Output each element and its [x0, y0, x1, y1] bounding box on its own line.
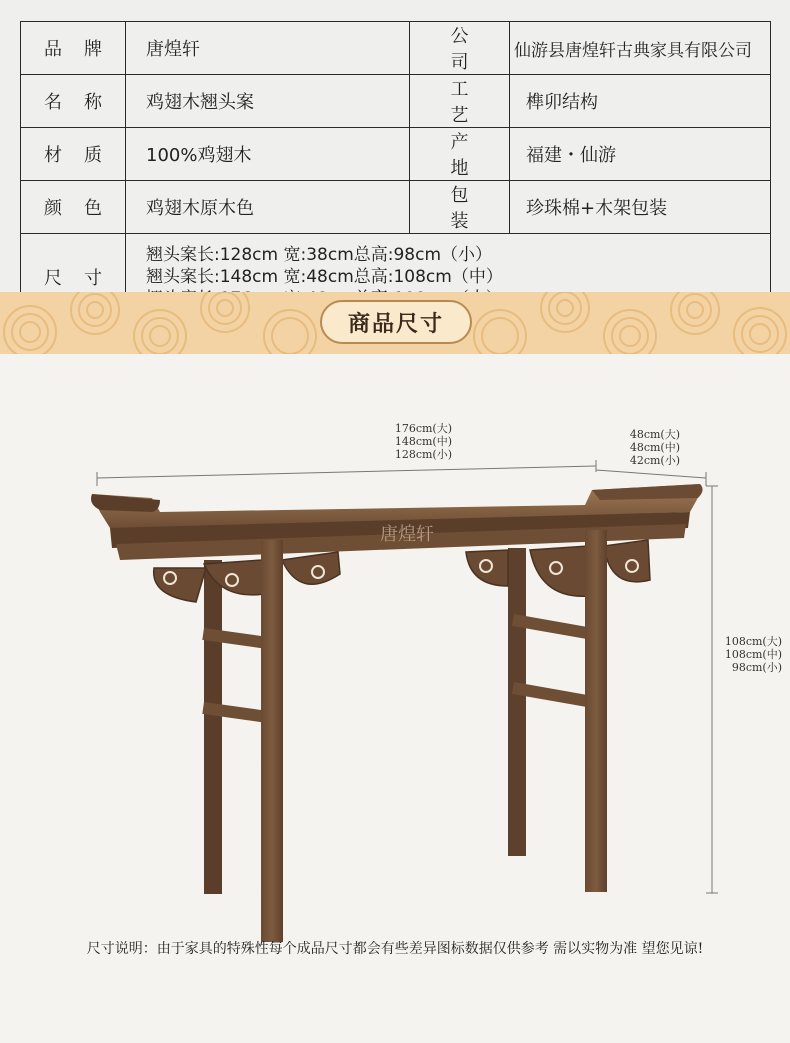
spec-key: 材质 — [21, 128, 126, 181]
spec-key: 包装 — [410, 181, 510, 234]
section-banner — [0, 292, 790, 354]
dim-label: 42cm(小) — [629, 454, 680, 467]
spec-key: 公司 — [410, 22, 510, 75]
spec-row — [21, 75, 771, 128]
spec-key: 品牌 — [21, 22, 126, 75]
dim-label: 48cm(中) — [629, 441, 680, 454]
spec-row — [21, 181, 771, 234]
spec-row — [21, 128, 771, 181]
spec-key: 尺寸 — [21, 234, 126, 320]
back-leg — [204, 560, 222, 894]
height-dimension — [700, 635, 782, 674]
spec-value: 珍珠棉+木架包装 — [510, 181, 771, 234]
spec-key: 名称 — [21, 75, 126, 128]
spec-value: 鸡翅木翘头案 — [126, 75, 410, 128]
spec-key: 颜色 — [21, 181, 126, 234]
dim-label: 98cm(小) — [731, 661, 782, 674]
dim-label: 176cm(大) — [394, 422, 452, 435]
back-leg — [508, 548, 526, 856]
spec-value: 唐煌轩 — [126, 22, 410, 75]
spec-key: 产地 — [410, 128, 510, 181]
dim-label: 108cm(中) — [724, 648, 782, 661]
spec-value: 榫卯结构 — [510, 75, 771, 128]
size-note: 尺寸说明：由于家具的特殊性每个成品尺寸都会有些差异图标数据仅供参考 需以实物为准 望您见谅! — [86, 941, 704, 957]
section-title: 商品尺寸 — [320, 300, 472, 344]
spec-value: 福建・仙游 — [510, 128, 771, 181]
front-leg — [585, 530, 607, 892]
dim-label: 108cm(大) — [724, 635, 782, 648]
dim-label: 128cm(小) — [394, 448, 452, 461]
dim-label: 48cm(大) — [629, 428, 680, 441]
watermark: 唐煌轩 — [380, 524, 434, 545]
width-dimension — [606, 428, 680, 467]
front-leg — [261, 540, 283, 942]
spec-row — [21, 22, 771, 75]
size-line: 翘头案长:148cm 宽:48cm总高:108cm（中） — [146, 266, 503, 287]
size-line: 翘头案长:128cm 宽:38cm总高:98cm（小） — [146, 244, 493, 265]
spec-value: 100%鸡翅木 — [126, 128, 410, 181]
spec-value: 鸡翅木原木色 — [126, 181, 410, 234]
dim-label: 148cm(中) — [394, 435, 452, 448]
spec-key: 工艺 — [410, 75, 510, 128]
spec-value: 仙游县唐煌轩古典家具有限公司 — [510, 22, 771, 75]
length-dimension — [372, 422, 452, 461]
spec-table — [20, 21, 771, 320]
